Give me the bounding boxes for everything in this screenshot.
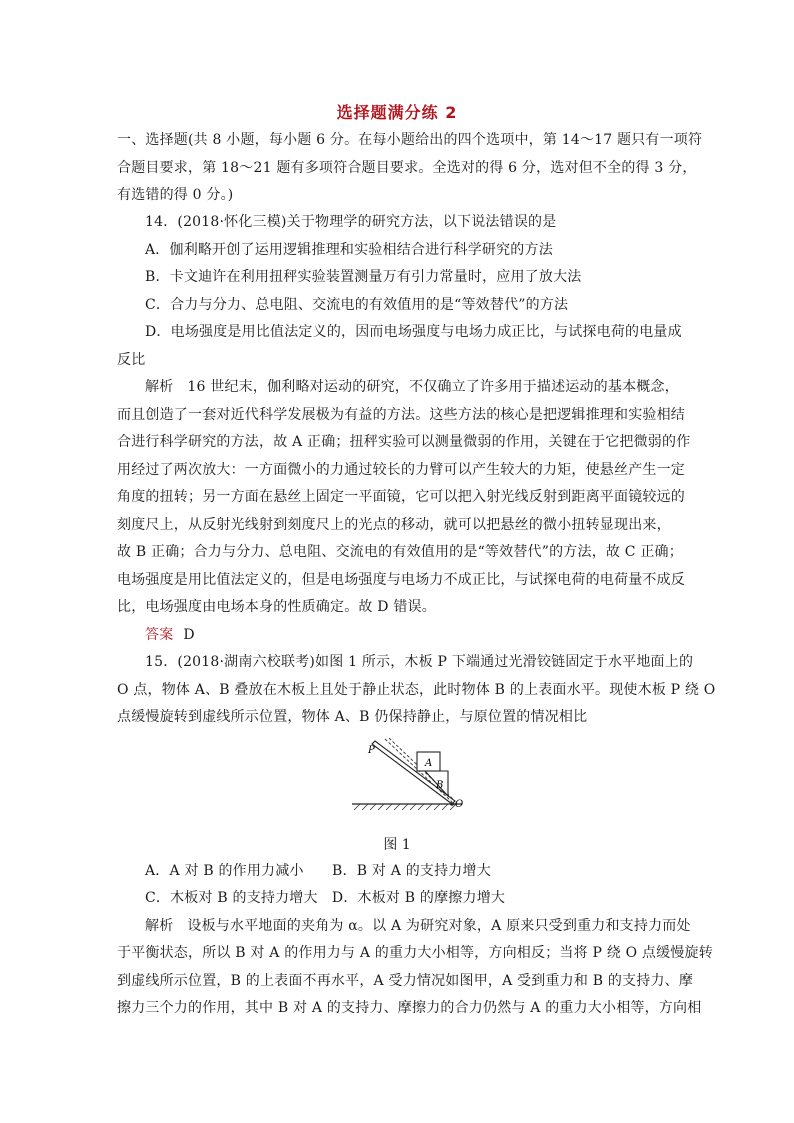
q14-analysis-line: 刻度尺上，从反射光线射到刻度尺上的光点的移动，就可以把悬丝的微小扭转显现出来， (117, 517, 671, 533)
q15-analysis-line: 擦力三个力的作用，其中 B 对 A 的支持力、摩擦力的合力仍然与 A 的重力大小相等，方向相 (117, 1000, 702, 1016)
q14-option-d-cont: 反比 (117, 352, 146, 368)
answer-label: 答案 (145, 627, 174, 643)
figure-caption: 图 1 (383, 837, 411, 853)
label-o: O (455, 799, 464, 810)
analysis-label: 解析 (145, 379, 174, 395)
ground-hatch (354, 804, 456, 810)
analysis-label: 解析 (145, 918, 174, 934)
q15-options-row: A．A 对 B 的作用力减小 B．B 对 A 的支持力增大 (145, 863, 491, 879)
q15-analysis-line: 于平衡状态，所以 B 对 A 的作用力与 A 的重力大小相等，方向相反；当将 P 绕 O 点缓慢旋转 (117, 945, 713, 961)
intro-line: 一、选择题(共 8 小题，每小题 6 分。在每小题给出的四个选项中，第 14～17 题只有一项符 (117, 132, 703, 148)
q14-analysis-line: 而且创造了一套对近代科学发展极为有益的方法。这些方法的核心是把逻辑推理和实验相结 (117, 407, 685, 423)
question-15-stem: O 点，物体 A、B 叠放在木板上且处于静止状态，此时物体 B 的上表面水平。现使木板 P 绕 O (117, 682, 716, 698)
q14-answer (145, 626, 195, 644)
q14-analysis-line: 合进行科学研究的方法，故 A 正确；扭秤实验可以测量微弱的作用，关键在于它把微弱的作 (117, 434, 691, 450)
q15-options-row: C．木板对 B 的支持力增大 D．木板对 B 的摩擦力增大 (145, 890, 506, 906)
analysis-text: 16 世纪末，伽利略对运动的研究，不仅确立了许多用于描述运动的基本概念， (187, 379, 679, 395)
q14-analysis-line (145, 378, 679, 396)
q15-analysis-line: 到虚线所示位置，B 的上表面不再水平，A 受力情况如图甲，A 受到重力和 B 的支持力、摩 (117, 973, 694, 989)
label-p: P (368, 745, 375, 756)
analysis-text: 设板与水平地面的夹角为 α。以 A 为研究对象，A 原来只受到重力和支持力而处 (187, 918, 691, 934)
q15-analysis-line (145, 917, 691, 935)
label-b: B (436, 780, 444, 791)
answer-value: D (183, 627, 195, 643)
q14-analysis-line: 用经过了两次放大：一方面微小的力通过较长的力臂可以产生较大的力矩，使悬丝产生一定 (117, 462, 685, 478)
q14-analysis-line: 角度的扭转；另一方面在悬丝上固定一平面镜，它可以把入射光线反射到距离平面镜较远的 (117, 489, 685, 505)
q14-option-a: A．伽利略开创了运用逻辑推理和实验相结合进行科学研究的方法 (145, 242, 553, 258)
label-a: A (425, 758, 433, 769)
q14-analysis-line: 比，电场强度由电场本身的性质确定。故 D 错误。 (117, 599, 436, 615)
question-15-stem: 点缓慢旋转到虚线所示位置，物体 A、B 仍保持静止，与原位置的情况相比 (117, 709, 588, 725)
hinge-o (450, 802, 454, 806)
question-15-stem: 15．(2018·湖南六校联考)如图 1 所示，木板 P 下端通过光滑铰链固定于水平地面上的 (145, 654, 694, 670)
q14-option-b: B．卡文迪许在利用扭秤实验装置测量万有引力常量时，应用了放大法 (145, 269, 582, 285)
question-14-stem: 14．(2018·怀化三模)关于物理学的研究方法，以下说法错误的是 (145, 214, 557, 230)
page-title: 选择题满分练 2 (336, 103, 458, 122)
q14-analysis-line: 电场强度是用比值法定义的，但是电场强度与电场力不成正比，与试探电荷的电荷量不成反 (117, 572, 685, 588)
intro-line: 合题目要求，第 18～21 题有多项符合题目要求。全选对的得 6 分，选对但不全的得 3 分， (117, 160, 697, 176)
intro-line: 有选错的得 0 分。) (117, 187, 234, 203)
incline-figure (352, 738, 472, 818)
q14-analysis-line: 故 B 正确；合力与分力、总电阻、交流电的有效值用的是“等效替代”的方法，故 C 正确； (117, 544, 683, 560)
q14-option-d: D．电场强度是用比值法定义的，因而电场强度与电场力成正比，与试探电荷的电量成 (145, 324, 682, 340)
q14-option-c: C．合力与分力、总电阻、交流电的有效值用的是“等效替代”的方法 (145, 297, 569, 313)
